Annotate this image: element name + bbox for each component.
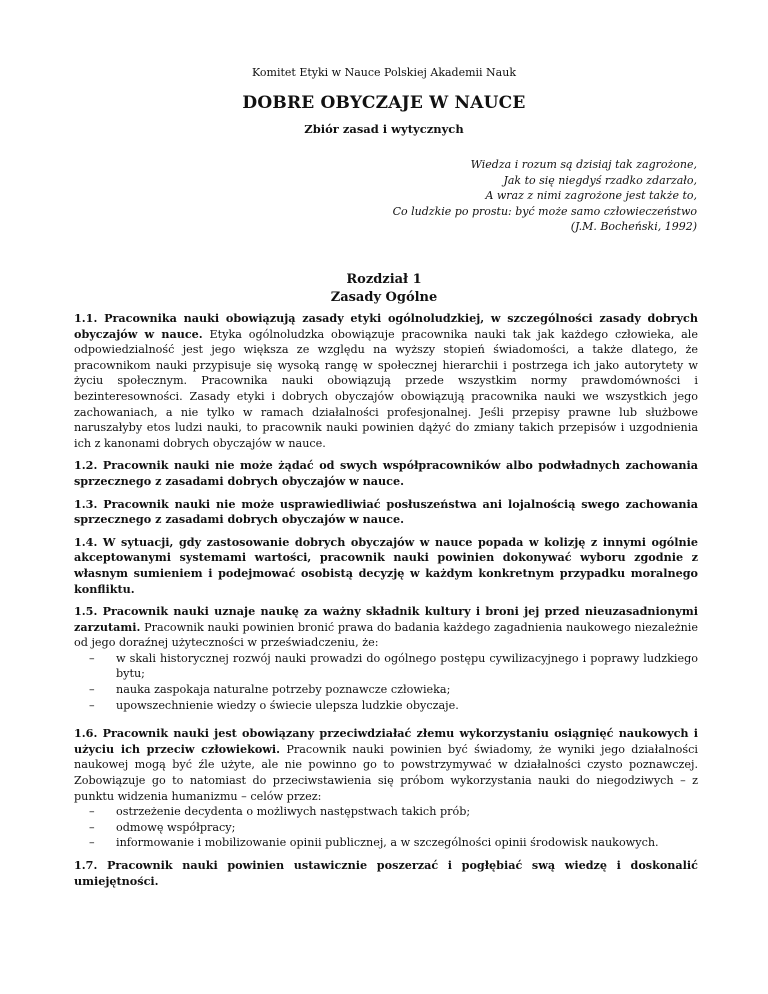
section-1-4 — [74, 535, 698, 597]
section-1-2 — [74, 458, 698, 489]
section-1-6 — [74, 726, 698, 804]
section-1-3 — [74, 497, 698, 528]
list-item: – odmowę współpracy; — [89, 820, 698, 836]
section-1-1 — [74, 311, 698, 451]
epigraph-line: Jak to się niegdyś rzadko zdarzało, — [503, 173, 697, 187]
chapter-name: Zasady Ogólne — [330, 290, 438, 305]
epigraph-line: Co ludzkie po prostu: być może samo człowieczeństwo — [392, 204, 697, 218]
chapter-number: Rozdział 1 — [346, 272, 422, 287]
section-heading: 1.3. Pracownik nauki nie może usprawiedliwiać posłuszeństwa ani lojalnością swego zachowania sprzecznego z zasadami dobrych obyczajów w nauce. — [74, 496, 698, 527]
chapter-heading — [0, 271, 768, 307]
epigraph-attribution: (J.M. Bocheński, 1992) — [570, 220, 697, 233]
document-subtitle: Zbiór zasad i wytycznych — [304, 122, 464, 136]
section-text: Etyka ogólnoludzka obowiązuje pracownika nauki tak jak każdego człowieka, ale odpowiedzialność jest jego większa ze względu na wyższy stopień świadomości, a także dlatego, że pracownikom nauki przypisuje się wysoką rangę w społecznej hierarchii i postrzega ich jako autorytety w życiu społecznym. Pracownika nauki obowiązują przede wszystkim normy prawdomówności i bezinteresowności. Zasady etyki i dobrych obyczajów obowiązują pracownika nauki we wszystkich jego zachowaniach, a nie tylko w ramach działalności profesjonalnej. Jeśli przepisy prawne lub służbowe naruszałyby etos ludzi nauki, to pracownik nauki powinien dążyć do zmiany takich przepisów i uzgodnienia ich z kanonami dobrych obyczajów w nauce. — [74, 327, 698, 450]
section-text: Pracownik nauki powinien bronić prawa do badania każdego zagadnienia naukowego niezależnie od jego doraźnej użyteczności w przeświadczeniu, że: — [74, 620, 698, 650]
epigraph-line: A wraz z nimi zagrożone jest także to, — [485, 189, 697, 202]
section-text: Pracownik nauki powinien być świadomy, że wyniki jego działalności naukowej mogą być źle użyte, ale nie powinno go to powstrzymywać w działalności czysto poznawczej. Zobowiązuje go to natomiast do przeciwstawienia się próbom wykorzystania nauki do niegodziwych – z punktu widzenia humanizmu – celów przez: — [74, 742, 698, 803]
epigraph — [393, 157, 697, 235]
document-title: DOBRE OBYCZAJE W NAUCE — [242, 93, 526, 113]
document-body — [74, 311, 698, 896]
list-item: – informowanie i mobilizowanie opinii publicznej, a w szczególności opinii środowisk naukowych. — [89, 835, 698, 851]
section-heading: 1.7. Pracownik nauki powinien ustawicznie poszerzać i pogłębiać swą wiedzę i doskonalić umiejętności. — [74, 858, 698, 888]
section-1-7 — [74, 858, 698, 889]
section-1-5 — [74, 604, 698, 651]
organization-name: Komitet Etyki w Nauce Polskiej Akademii Nauk — [252, 66, 516, 79]
section-1-6-list — [74, 804, 698, 851]
section-heading: 1.2. Pracownik nauki nie może żądać od swych współpracowników albo podwładnych zachowania sprzecznego z zasadami dobrych obyczajów w nauce. — [74, 458, 698, 488]
epigraph-line: Wiedza i rozum są dzisiaj tak zagrożone, — [470, 158, 697, 171]
section-heading: 1.6. Pracownik nauki jest obowiązany przeciwdziałać złemu wykorzystaniu osiągnięć naukowych i użyciu ich przeciw człowiekowi. — [74, 726, 698, 756]
list-item: – w skali historycznej rozwój nauki prowadzi do ogólnego postępu cywilizacyjnego i poprawy ludzkiego bytu; — [89, 651, 698, 682]
list-item: – nauka zaspokaja naturalne potrzeby poznawcze człowieka; — [89, 682, 698, 698]
section-heading: 1.1. Pracownika nauki obowiązują zasady etyki ogólnoludzkiej, w szczególności zasady dobrych obyczajów w nauce. — [74, 311, 698, 341]
section-1-5-list — [74, 651, 698, 713]
section-heading: 1.5. Pracownik nauki uznaje naukę za ważny składnik kultury i broni jej przed nieuzasadnionymi zarzutami. — [74, 604, 698, 634]
section-heading: 1.4. W sytuacji, gdy zastosowanie dobrych obyczajów w nauce popada w kolizję z innymi ogólnie akceptowanymi systemami wartości, pracownik nauki powinien dokonywać wyboru zgodnie z własnym sumieniem i podejmować osobistą decyzję w każdym konkretnym przypadku moralnego konfliktu. — [74, 534, 698, 596]
list-item: – ostrzeżenie decydenta o możliwych następstwach takich prób; — [89, 804, 698, 820]
list-item: – upowszechnienie wiedzy o świecie ulepsza ludzkie obyczaje. — [89, 698, 698, 714]
